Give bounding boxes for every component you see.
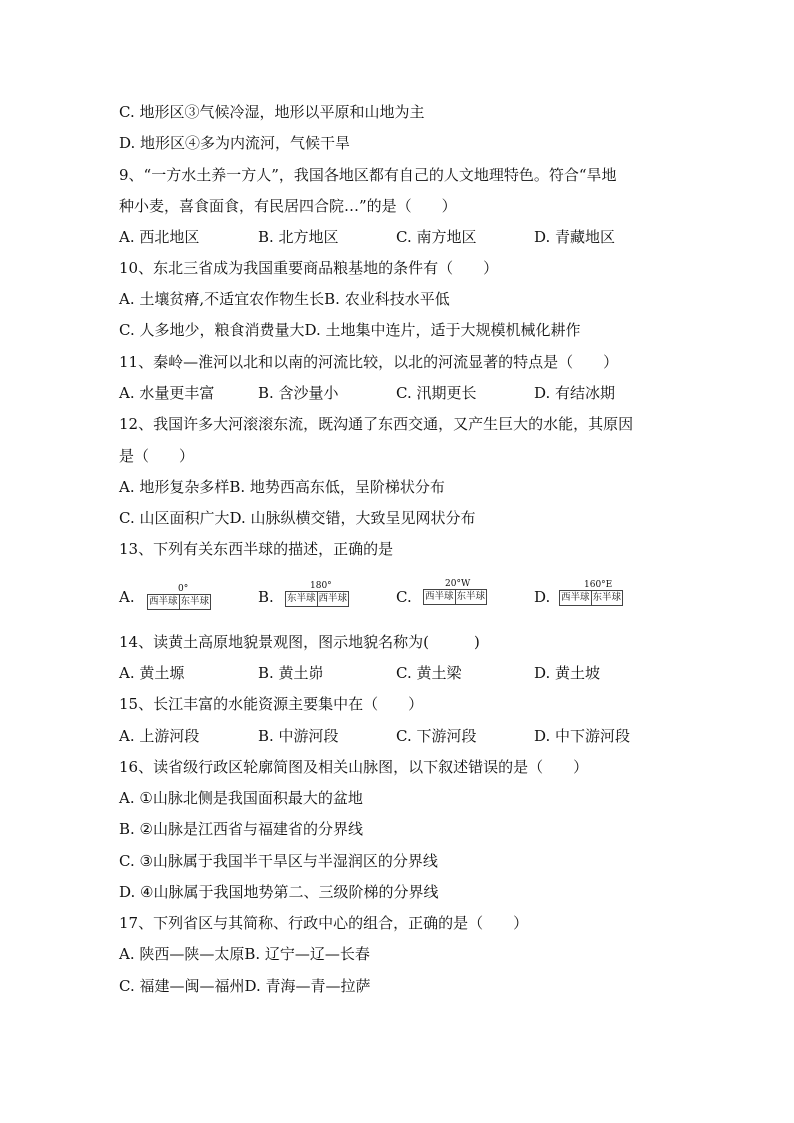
q9-stem-line2: 种小麦，喜食面食，有民居四合院…”的是（ ） <box>119 197 457 215</box>
q14-option-b: B. 黄土峁 <box>258 664 324 682</box>
q11-option-a: A. 水量更丰富 <box>119 384 215 402</box>
q9-option-c: C. 南方地区 <box>396 228 477 246</box>
q17-options-cd: C. 福建—闽—福州D. 青海—青—拉萨 <box>119 977 371 995</box>
meridian-label: 180° <box>310 581 332 591</box>
q10-options-ab: A. 土壤贫瘠,不适宜农作物生长B. 农业科技水平低 <box>119 290 450 308</box>
q13-option-c-diagram <box>423 579 495 605</box>
q8-option-d: D. 地形区④多为内流河，气候干旱 <box>119 134 351 152</box>
q17-options-ab: A. 陕西—陕—太原B. 辽宁—辽—长春 <box>119 945 370 963</box>
q15-option-a: A. 上游河段 <box>119 727 200 745</box>
q11-option-b: B. 含沙量小 <box>258 384 339 402</box>
q16-option-d: D. ④山脉属于我国地势第二、三级阶梯的分界线 <box>119 883 439 901</box>
left-hemisphere: 东半球 <box>287 593 316 604</box>
q14-option-d: D. 黄土坡 <box>534 664 601 682</box>
right-hemisphere: 西半球 <box>318 593 348 604</box>
q9-option-b: B. 北方地区 <box>258 228 339 246</box>
q9-option-a: A. 西北地区 <box>119 228 200 246</box>
meridian-label: 0° <box>178 584 189 594</box>
q16-option-b: B. ②山脉是江西省与福建省的分界线 <box>119 820 364 838</box>
q14-stem: 14、读黄土高原地貌景观图，图示地貌名称为( ) <box>119 633 480 651</box>
q13-option-d-diagram <box>559 580 631 606</box>
q11-option-d: D. 有结冰期 <box>534 384 616 402</box>
q13-option-c-label: C. <box>396 588 412 606</box>
q13-option-a-label: A. <box>119 588 135 606</box>
q8-option-c: C. 地形区③气候冷湿，地形以平原和山地为主 <box>119 103 425 121</box>
q11-stem: 11、秦岭—淮河以北和以南的河流比较，以北的河流显著的特点是（ ） <box>119 353 619 371</box>
q15-option-d: D. 中下游河段 <box>534 727 631 745</box>
hemisphere-box <box>285 591 349 607</box>
q15-stem: 15、长江丰富的水能资源主要集中在（ ） <box>119 695 424 713</box>
q14-option-c: C. 黄土梁 <box>396 664 462 682</box>
meridian-label: 160°E <box>584 580 613 590</box>
q11-option-c: C. 汛期更长 <box>396 384 477 402</box>
left-hemisphere: 西半球 <box>425 591 454 602</box>
meridian-label: 20°W <box>445 579 471 589</box>
q12-options-ab: A. 地形复杂多样B. 地势西高东低，呈阶梯状分布 <box>119 478 445 496</box>
q12-options-cd: C. 山区面积广大D. 山脉纵横交错，大致呈见网状分布 <box>119 509 476 527</box>
q13-option-d-label: D. <box>534 588 551 606</box>
q12-stem-line1: 12、我国许多大河滚滚东流，既沟通了东西交通，又产生巨大的水能，其原因 <box>119 415 634 433</box>
hemisphere-box <box>559 590 623 606</box>
q9-stem-line1: 9、“一方水土养一方人”，我国各地区都有自己的人文地理特色。符合“旱地 <box>119 166 617 184</box>
left-hemisphere: 西半球 <box>561 592 590 603</box>
q13-option-b-label: B. <box>258 588 274 606</box>
hemisphere-box <box>423 589 487 605</box>
q9-option-d: D. 青藏地区 <box>534 228 616 246</box>
q14-option-a: A. 黄土塬 <box>119 664 185 682</box>
q13-stem: 13、下列有关东西半球的描述，正确的是 <box>119 540 394 558</box>
q13-option-b-diagram <box>285 581 357 607</box>
q16-option-a: A. ①山脉北侧是我国面积最大的盆地 <box>119 789 363 807</box>
q10-options-cd: C. 人多地少，粮食消费量大D. 土地集中连片，适于大规模机械化耕作 <box>119 321 581 339</box>
left-hemisphere: 西半球 <box>149 596 178 607</box>
right-hemisphere: 东半球 <box>456 591 486 602</box>
q17-stem: 17、下列省区与其简称、行政中心的组合，正确的是（ ） <box>119 914 529 932</box>
right-hemisphere: 东半球 <box>592 592 622 603</box>
q16-option-c: C. ③山脉属于我国半干旱区与半湿润区的分界线 <box>119 852 438 870</box>
hemisphere-box <box>147 594 211 610</box>
q16-stem: 16、读省级行政区轮廓简图及相关山脉图，以下叙述错误的是（ ） <box>119 758 589 776</box>
right-hemisphere: 东半球 <box>180 596 210 607</box>
q12-stem-line2: 是（ ） <box>119 447 195 465</box>
q10-stem: 10、东北三省成为我国重要商品粮基地的条件有（ ） <box>119 259 499 277</box>
q15-option-b: B. 中游河段 <box>258 727 339 745</box>
q13-option-a-diagram <box>147 584 219 610</box>
q15-option-c: C. 下游河段 <box>396 727 477 745</box>
